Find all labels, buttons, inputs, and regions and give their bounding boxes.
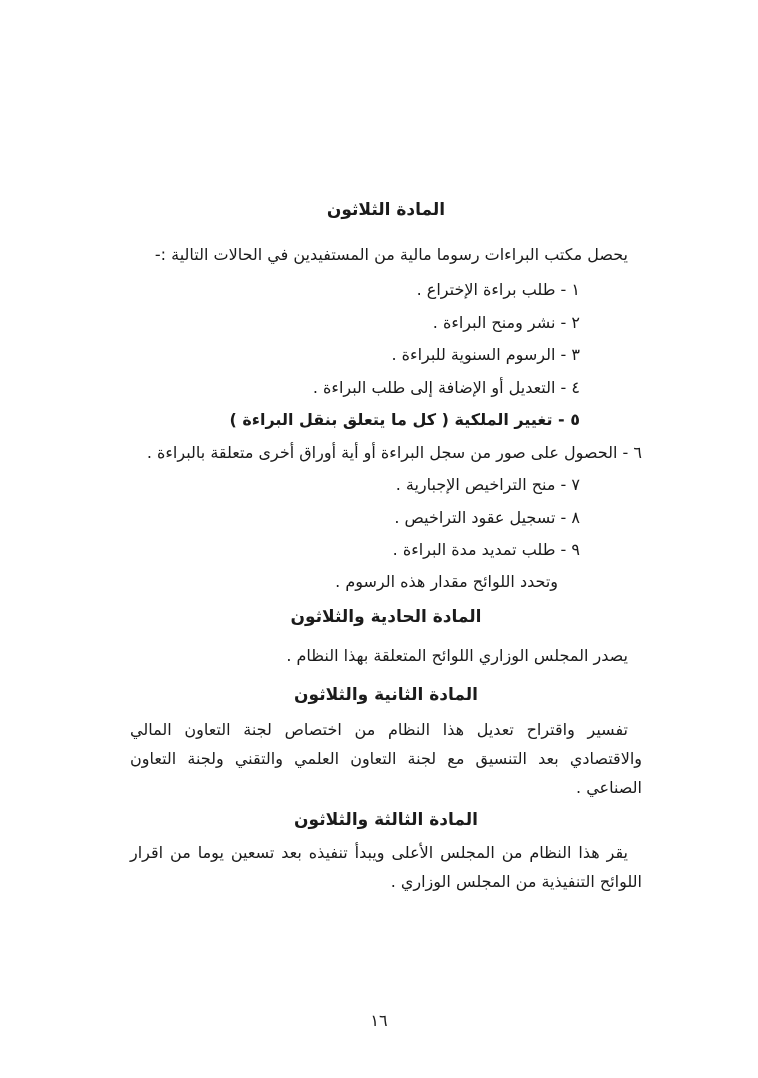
article-30-closing: وتحدد اللوائح مقدار هذه الرسوم . xyxy=(335,571,558,591)
list-item: ١ - طلب براءة الإختراع . xyxy=(416,280,580,299)
list-item: ٨ - تسجيل عقود التراخيص . xyxy=(394,507,580,527)
article-33-heading: المادة الثالثة والثلاثون xyxy=(294,809,478,830)
page-number: ١٦ xyxy=(370,1011,388,1030)
list-item: ٧ - منح التراخيص الإجبارية . xyxy=(395,475,580,494)
list-item: ٢ - نشر ومنح البراءة . xyxy=(432,312,580,332)
article-30-intro: يحصل مكتب البراءات رسوما مالية من المستفيدين في الحالات التالية :- xyxy=(154,245,628,264)
list-item: ٥ - تغيير الملكية ( كل ما يتعلق بنقل البراءة ) xyxy=(229,410,580,429)
article-31-heading: المادة الحادية والثلاثون xyxy=(290,606,482,627)
article-32-body: تفسير واقتراح تعديل هذا النظام من اختصاص لجنة التعاون المالي والاقتصادي بعد التنسيق مع لجنة التعاون العلمي والتقني ولجنة التعاون الصناعي . xyxy=(130,719,642,797)
article-32-heading: المادة الثانية والثلاثون xyxy=(294,684,478,705)
article-31-body: يصدر المجلس الوزاري اللوائح المتعلقة بهذا النظام . xyxy=(286,645,628,665)
article-33-body: يقر هذا النظام من المجلس الأعلى ويبدأ تنفيذه بعد تسعين يوما من اقرار اللوائح التنفيذية من المجلس الوزاري . xyxy=(130,842,642,891)
list-item: ٤ - التعديل أو الإضافة إلى طلب البراءة . xyxy=(312,377,580,397)
list-item: ٦ - الحصول على صور من سجل البراءة أو أية أوراق أخرى متعلقة بالبراءة . xyxy=(146,442,642,462)
list-item: ٣ - الرسوم السنوية للبراءة . xyxy=(391,345,580,364)
list-item: ٩ - طلب تمديد مدة البراءة . xyxy=(392,540,580,559)
document-content xyxy=(130,198,642,896)
fee-cases-list xyxy=(130,274,642,567)
article-30-heading: المادة الثلاثون xyxy=(326,200,446,220)
